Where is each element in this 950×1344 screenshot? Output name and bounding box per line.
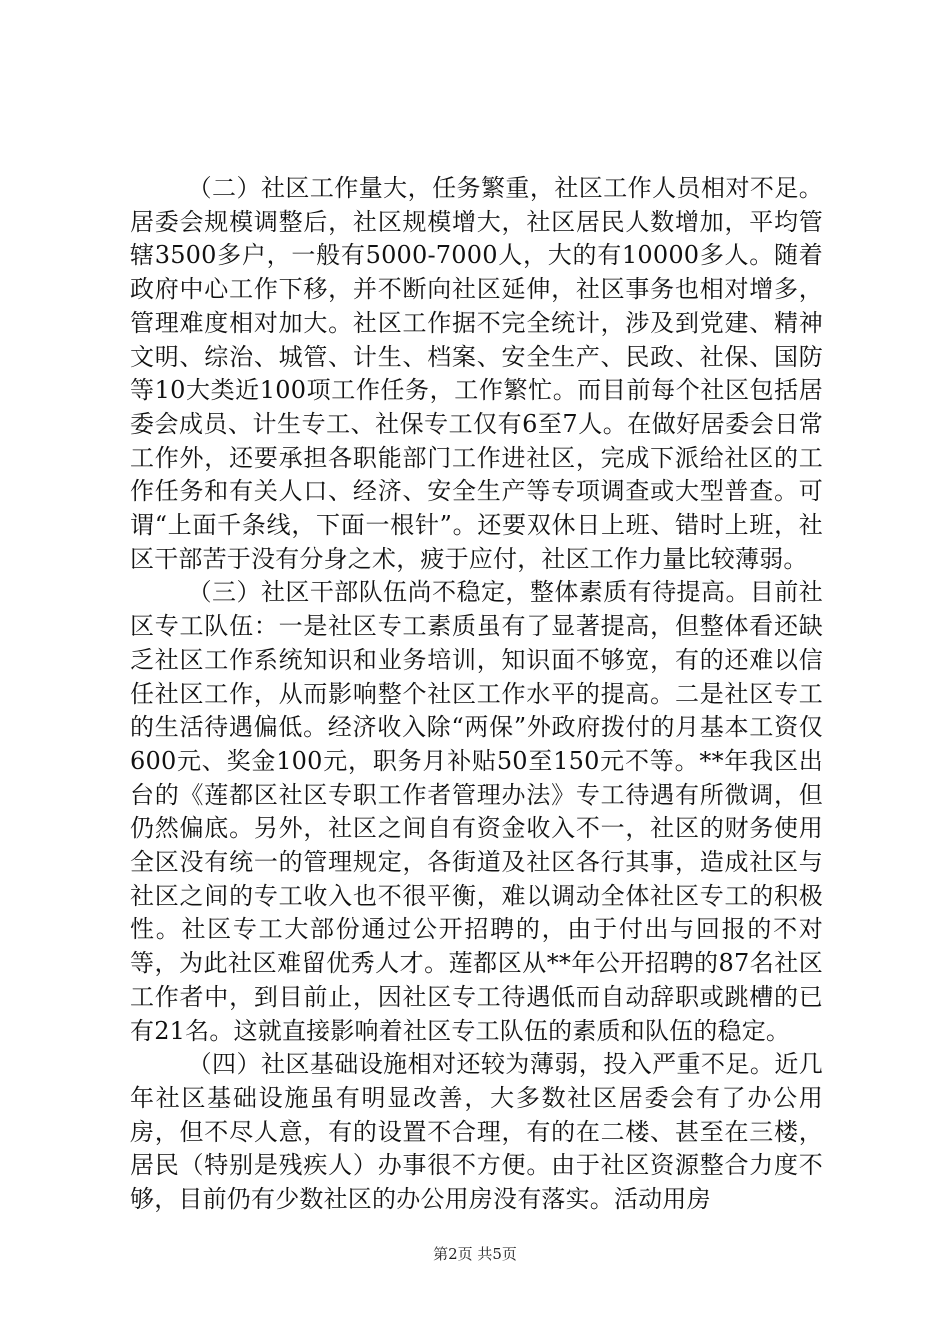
page-footer: 第2页 共5页 bbox=[433, 1245, 517, 1263]
document-body bbox=[130, 172, 823, 1217]
paragraph-4: （四）社区基础设施相对还较为薄弱，投入严重不足。近几年社区基础设施虽有明显改善，大多数社区居委会有了办公用房，但不尽人意，有的设置不合理，有的在二楼、甚至在三楼，居民（特别是残疾人）办事很不方便。由于社区资源整合力度不够，目前仍有少数社区的办公用房没有落实。活动用房 bbox=[130, 1050, 823, 1214]
paragraph-3: （三）社区干部队伍尚不稳定，整体素质有待提高。目前社区专工队伍：一是社区专工素质虽有了显著提高，但整体看还缺乏社区工作系统知识和业务培训，知识面不够宽，有的还难以信任社区工作，从而影响整个社区工作水平的提高。二是社区专工的生活待遇偏低。经济收入除“两保”外政府拨付的月基本工资仅600元、奖金100元，职务月补贴50至150元不等。**年我区出台的《莲都区社区专职工作者管理办法》专工待遇有所微调，但仍然偏底。另外，社区之间自有资金收入不一，社区的财务使用全区没有统一的管理规定，各街道及社区各行其事，造成社区与社区之间的专工收入也不很平衡，难以调动全体社区专工的积极性。社区专工大部份通过公开招聘的，由于付出与回报的不对等，为此社区难留优秀人才。莲都区从**年公开招聘的87名社区工作者中，到目前止，因社区专工待遇低而自动辞职或跳槽的已有21名。这就直接影响着社区专工队伍的素质和队伍的稳定。 bbox=[130, 578, 823, 1045]
paragraph-2: （二）社区工作量大，任务繁重，社区工作人员相对不足。居委会规模调整后，社区规模增大，社区居民人数增加，平均管辖3500多户，一般有5000-7000人，大的有10000多人。随着政府中心工作下移，并不断向社区延伸，社区事务也相对增多，管理难度相对加大。社区工作据不完全统计，涉及到党建、精神文明、综治、城管、计生、档案、安全生产、民政、社保、国防等10大类近100项工作任务，工作繁忙。而目前每个社区包括居委会成员、计生专工、社保专工仅有6至7人。在做好居委会日常工作外，还要承担各职能部门工作进社区，完成下派给社区的工作任务和有关人口、经济、安全生产等专项调查或大型普查。可谓“上面千条线，下面一根针”。还要双休日上班、错时上班，社区干部苦于没有分身之术，疲于应付，社区工作力量比较薄弱。 bbox=[130, 174, 823, 573]
